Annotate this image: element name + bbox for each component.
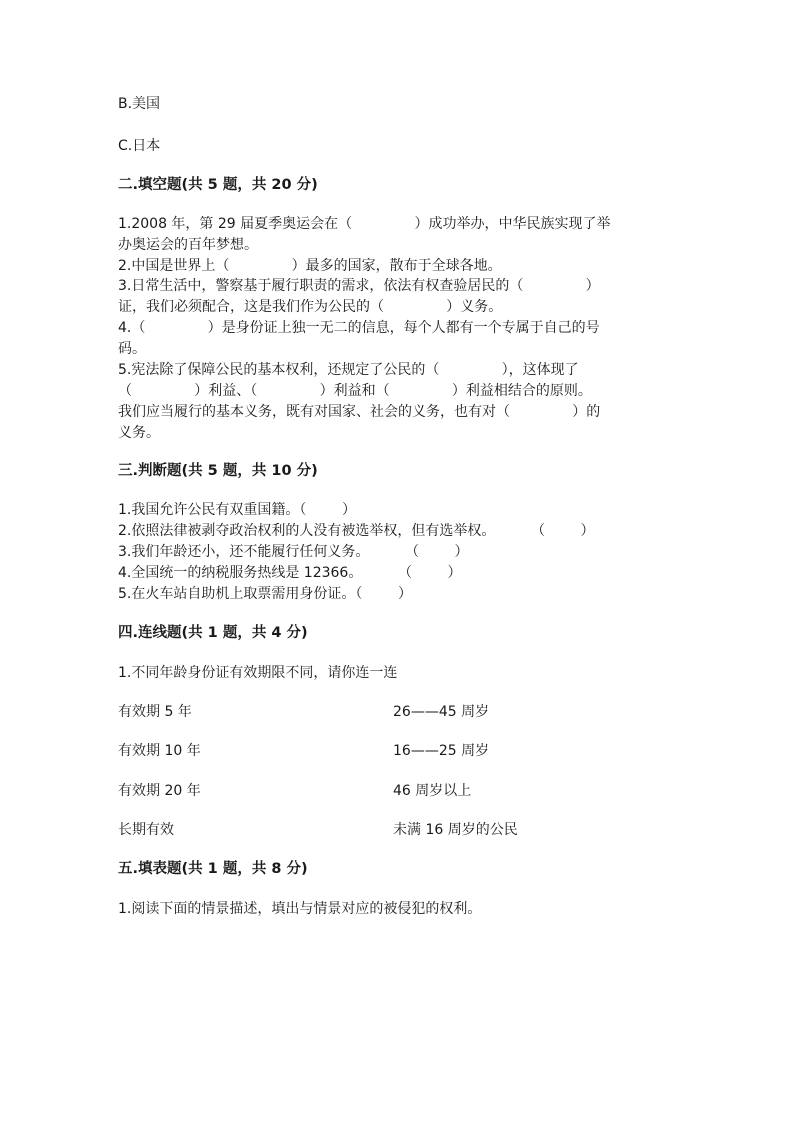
- fill-blank-line: 办奥运会的百年梦想。: [118, 237, 258, 253]
- option-c: C.日本: [118, 138, 161, 154]
- fill-blank-line: 我们应当履行的基本义务，既有对国家、社会的义务，也有对（ ）的: [118, 404, 601, 420]
- true-false-item: 3.我们年龄还小，还不能履行任何义务。 （ ）: [118, 544, 469, 560]
- option-b: B.美国: [118, 96, 161, 112]
- matching-right-item: 未满 16 周岁的公民: [393, 822, 518, 838]
- fill-blank-line: 4.（ ）是身份证上独一无二的信息，每个人都有一个专属于自己的号: [118, 320, 600, 336]
- fill-blank-line: 2.中国是世界上（ ）最多的国家，散布于全球各地。: [118, 258, 502, 274]
- fill-blank-line: 码。: [118, 341, 146, 357]
- fill-blank-line: 证，我们必须配合，这是我们作为公民的（ ）义务。: [118, 299, 503, 315]
- fill-blank-line: （ ）利益、（ ）利益和（ ）利益相结合的原则。: [118, 383, 592, 399]
- matching-right-item: 16——25 周岁: [393, 743, 490, 759]
- matching-left-item: 有效期 10 年: [118, 743, 201, 759]
- matching-right-item: 46 周岁以上: [393, 783, 472, 799]
- matching-left-item: 长期有效: [118, 822, 174, 838]
- section-heading-table-fill: 五.填表题(共 1 题，共 8 分): [118, 861, 308, 877]
- matching-question: 1.不同年龄身份证有效期限不同，请你连一连: [118, 665, 398, 681]
- true-false-item: 4.全国统一的纳税服务热线是 12366。 （ ）: [118, 565, 462, 581]
- true-false-item: 2.依照法律被剥夺政治权利的人没有被选举权，但有选举权。 （ ）: [118, 523, 595, 539]
- true-false-item: 1.我国允许公民有双重国籍。（ ）: [118, 502, 356, 518]
- matching-left-item: 有效期 20 年: [118, 783, 201, 799]
- fill-blank-line: 5.宪法除了保障公民的基本权利，还规定了公民的（ ），这体现了: [118, 362, 579, 378]
- fill-blank-line: 义务。: [118, 425, 160, 441]
- section-heading-fill-blank: 二.填空题(共 5 题，共 20 分): [118, 177, 318, 193]
- section-heading-matching: 四.连线题(共 1 题，共 4 分): [118, 625, 308, 641]
- matching-right-item: 26——45 周岁: [393, 704, 490, 720]
- true-false-item: 5.在火车站自助机上取票需用身份证。（ ）: [118, 586, 412, 602]
- fill-blank-line: 3.日常生活中，警察基于履行职责的需求，依法有权查验居民的（ ）: [118, 278, 600, 294]
- section-heading-true-false: 三.判断题(共 5 题，共 10 分): [118, 463, 318, 479]
- fill-blank-line: 1.2008 年，第 29 届夏季奥运会在（ ）成功举办，中华民族实现了举: [118, 216, 611, 232]
- matching-left-item: 有效期 5 年: [118, 704, 192, 720]
- table-fill-question: 1.阅读下面的情景描述，填出与情景对应的被侵犯的权利。: [118, 901, 482, 917]
